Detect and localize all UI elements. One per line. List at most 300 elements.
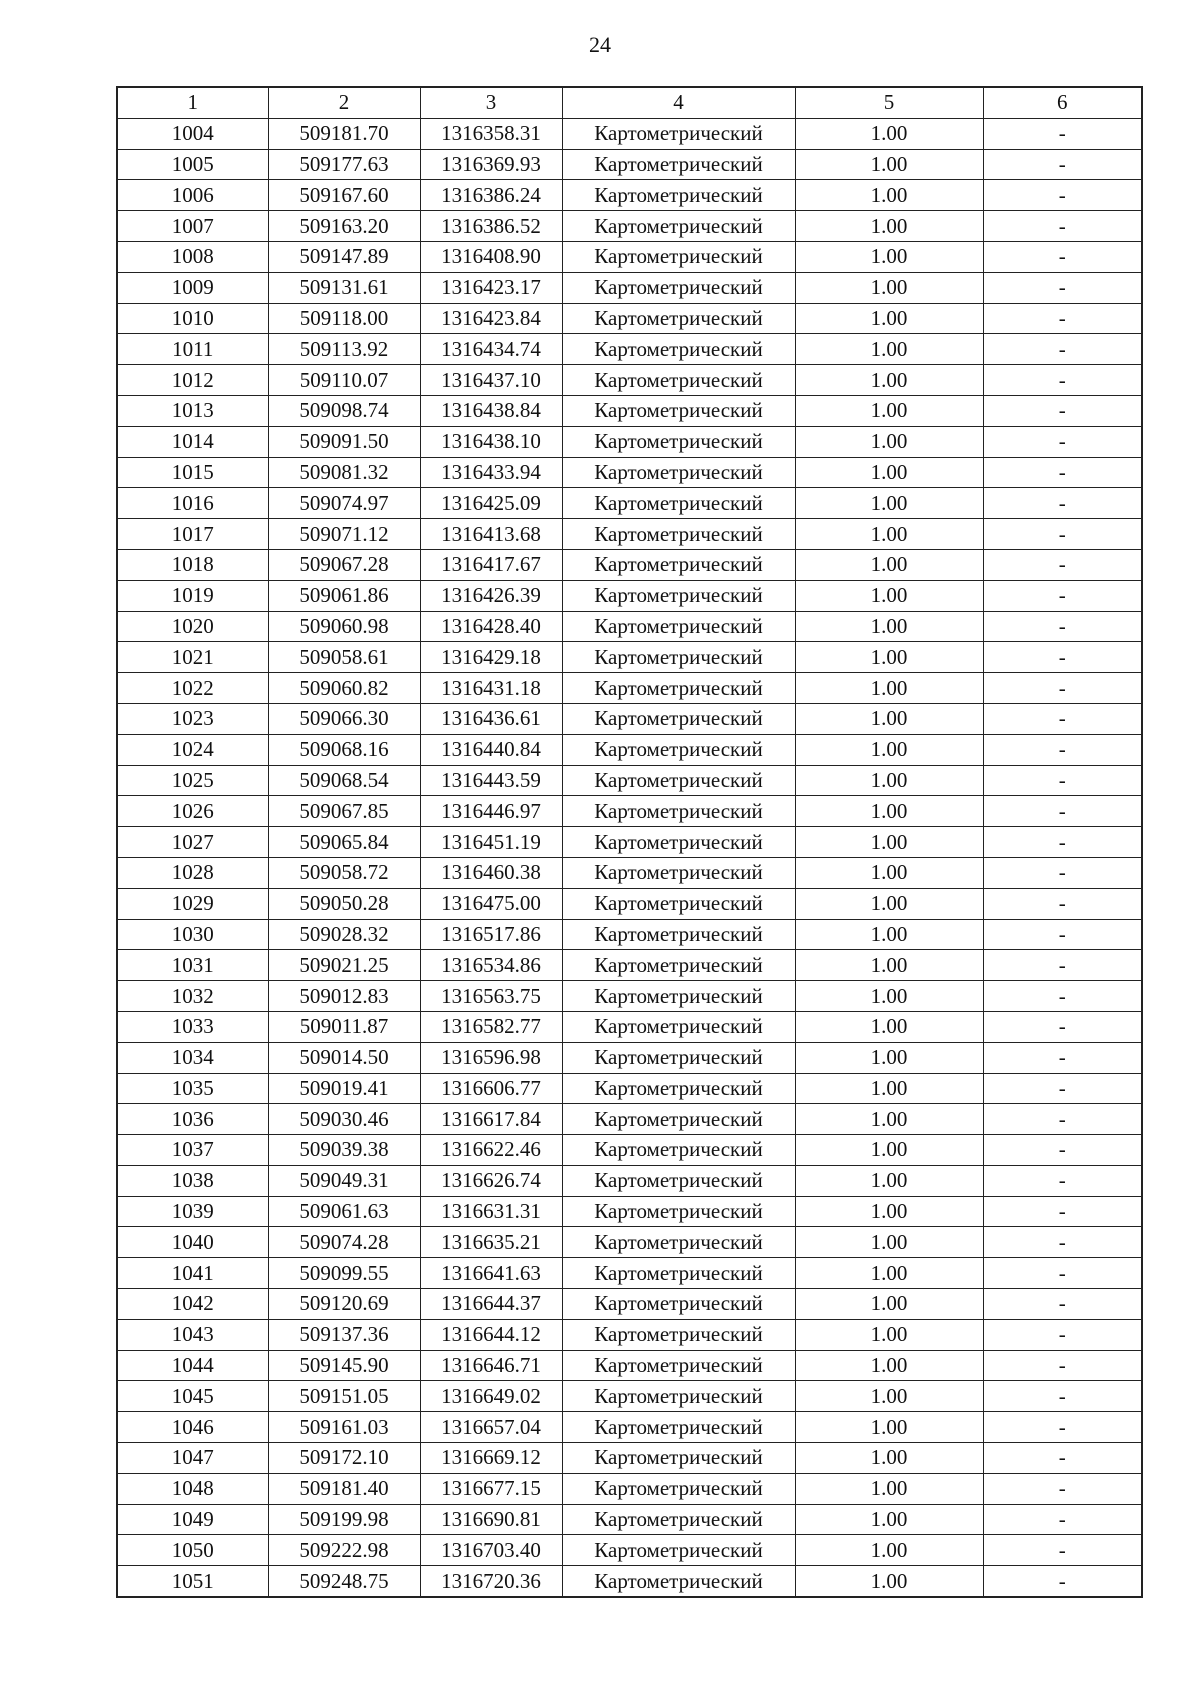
table-cell-col-4: Картометрический: [562, 1350, 795, 1381]
table-row: [117, 1011, 1142, 1042]
table-cell-col-4: Картометрический: [562, 334, 795, 365]
table-cell-col-6: -: [983, 888, 1142, 919]
table-row: [117, 1504, 1142, 1535]
table-cell-col-5: 1.00: [795, 1566, 983, 1597]
table-cell-col-5: 1.00: [795, 1289, 983, 1320]
table-cell-col-1: 1013: [117, 395, 268, 426]
table-row: [117, 1473, 1142, 1504]
table-cell-col-6: -: [983, 1042, 1142, 1073]
table-row: [117, 149, 1142, 180]
table-cell-col-2: 509248.75: [268, 1566, 420, 1597]
table-cell-col-4: Картометрический: [562, 1042, 795, 1073]
table-cell-col-2: 509067.28: [268, 549, 420, 580]
table-cell-col-4: Картометрический: [562, 1104, 795, 1135]
table-cell-col-1: 1033: [117, 1011, 268, 1042]
table-cell-col-1: 1004: [117, 118, 268, 149]
table-cell-col-4: Картометрический: [562, 272, 795, 303]
table-row: [117, 395, 1142, 426]
table-cell-col-2: 509163.20: [268, 211, 420, 242]
table-cell-col-1: 1009: [117, 272, 268, 303]
table-cell-col-6: -: [983, 180, 1142, 211]
table-row: [117, 1073, 1142, 1104]
table-cell-col-2: 509058.61: [268, 642, 420, 673]
table-cell-col-4: Картометрический: [562, 827, 795, 858]
table-row: [117, 488, 1142, 519]
table-cell-col-2: 509147.89: [268, 241, 420, 272]
table-cell-col-5: 1.00: [795, 549, 983, 580]
table-cell-col-1: 1040: [117, 1227, 268, 1258]
table-cell-col-4: Картометрический: [562, 395, 795, 426]
table-cell-col-6: -: [983, 1196, 1142, 1227]
table-cell-col-4: Картометрический: [562, 211, 795, 242]
table-cell-col-1: 1017: [117, 519, 268, 550]
table-cell-col-5: 1.00: [795, 488, 983, 519]
table-row: [117, 519, 1142, 550]
table-cell-col-2: 509113.92: [268, 334, 420, 365]
table-cell-col-6: -: [983, 1073, 1142, 1104]
table-row: [117, 1165, 1142, 1196]
table-cell-col-1: 1036: [117, 1104, 268, 1135]
table-body: [117, 118, 1142, 1597]
table-cell-col-6: -: [983, 1566, 1142, 1597]
table-cell-col-1: 1020: [117, 611, 268, 642]
table-cell-col-3: 1316408.90: [420, 241, 562, 272]
table-cell-col-1: 1011: [117, 334, 268, 365]
table-cell-col-6: -: [983, 642, 1142, 673]
table-cell-col-1: 1008: [117, 241, 268, 272]
table-cell-col-3: 1316622.46: [420, 1135, 562, 1166]
table-cell-col-6: -: [983, 703, 1142, 734]
table-cell-col-3: 1316582.77: [420, 1011, 562, 1042]
table-cell-col-5: 1.00: [795, 1135, 983, 1166]
table-row: [117, 888, 1142, 919]
table-cell-col-2: 509181.40: [268, 1473, 420, 1504]
table-cell-col-6: -: [983, 519, 1142, 550]
coordinates-table: [116, 86, 1143, 1598]
page-number: 24: [589, 32, 611, 57]
table-row: [117, 1104, 1142, 1135]
table-cell-col-3: 1316720.36: [420, 1566, 562, 1597]
table-cell-col-5: 1.00: [795, 1196, 983, 1227]
table-cell-col-3: 1316626.74: [420, 1165, 562, 1196]
table-cell-col-3: 1316641.63: [420, 1258, 562, 1289]
table-row: [117, 981, 1142, 1012]
table-header: [117, 87, 1142, 118]
table-cell-col-3: 1316443.59: [420, 765, 562, 796]
table-cell-col-2: 509019.41: [268, 1073, 420, 1104]
header-row: [117, 87, 1142, 118]
table-cell-col-1: 1014: [117, 426, 268, 457]
table-cell-col-6: -: [983, 118, 1142, 149]
table-cell-col-5: 1.00: [795, 1504, 983, 1535]
header-cell-col-3: 3: [420, 87, 562, 118]
table-cell-col-3: 1316669.12: [420, 1443, 562, 1474]
table-cell-col-4: Картометрический: [562, 981, 795, 1012]
table-cell-col-3: 1316657.04: [420, 1412, 562, 1443]
table-cell-col-4: Картометрический: [562, 1011, 795, 1042]
table-cell-col-3: 1316677.15: [420, 1473, 562, 1504]
table-row: [117, 1258, 1142, 1289]
table-cell-col-3: 1316534.86: [420, 950, 562, 981]
table-row: [117, 1319, 1142, 1350]
table-cell-col-1: 1034: [117, 1042, 268, 1073]
table-row: [117, 211, 1142, 242]
table-cell-col-6: -: [983, 1535, 1142, 1566]
table-cell-col-1: 1006: [117, 180, 268, 211]
table-cell-col-4: Картометрический: [562, 1443, 795, 1474]
table-cell-col-4: Картометрический: [562, 796, 795, 827]
table-cell-col-2: 509012.83: [268, 981, 420, 1012]
table-cell-col-2: 509068.54: [268, 765, 420, 796]
table-cell-col-3: 1316423.17: [420, 272, 562, 303]
table-cell-col-1: 1041: [117, 1258, 268, 1289]
table-cell-col-3: 1316436.61: [420, 703, 562, 734]
table-cell-col-1: 1019: [117, 580, 268, 611]
table-cell-col-3: 1316703.40: [420, 1535, 562, 1566]
table-row: [117, 950, 1142, 981]
table-cell-col-6: -: [983, 1165, 1142, 1196]
table-cell-col-6: -: [983, 1412, 1142, 1443]
table-cell-col-1: 1047: [117, 1443, 268, 1474]
table-cell-col-4: Картометрический: [562, 1073, 795, 1104]
table-cell-col-3: 1316417.67: [420, 549, 562, 580]
table-cell-col-2: 509222.98: [268, 1535, 420, 1566]
table-cell-col-6: -: [983, 395, 1142, 426]
table-cell-col-6: -: [983, 1011, 1142, 1042]
table-cell-col-2: 509061.86: [268, 580, 420, 611]
table-cell-col-5: 1.00: [795, 827, 983, 858]
table-cell-col-4: Картометрический: [562, 1504, 795, 1535]
table-cell-col-5: 1.00: [795, 673, 983, 704]
table-cell-col-2: 509172.10: [268, 1443, 420, 1474]
table-row: [117, 1227, 1142, 1258]
header-cell-col-1: 1: [117, 87, 268, 118]
table-cell-col-4: Картометрический: [562, 857, 795, 888]
table-cell-col-6: -: [983, 272, 1142, 303]
table-cell-col-6: -: [983, 611, 1142, 642]
header-cell-col-6: 6: [983, 87, 1142, 118]
table-cell-col-1: 1028: [117, 857, 268, 888]
table-cell-col-1: 1032: [117, 981, 268, 1012]
table-cell-col-3: 1316644.12: [420, 1319, 562, 1350]
table-cell-col-5: 1.00: [795, 211, 983, 242]
table-cell-col-2: 509098.74: [268, 395, 420, 426]
table-cell-col-1: 1016: [117, 488, 268, 519]
table-cell-col-2: 509039.38: [268, 1135, 420, 1166]
table-row: [117, 673, 1142, 704]
table-cell-col-5: 1.00: [795, 426, 983, 457]
table-cell-col-4: Картометрический: [562, 149, 795, 180]
table-cell-col-6: -: [983, 981, 1142, 1012]
table-cell-col-2: 509049.31: [268, 1165, 420, 1196]
table-cell-col-1: 1042: [117, 1289, 268, 1320]
table-cell-col-3: 1316386.52: [420, 211, 562, 242]
table-cell-col-2: 509161.03: [268, 1412, 420, 1443]
table-cell-col-3: 1316438.10: [420, 426, 562, 457]
table-cell-col-2: 509066.30: [268, 703, 420, 734]
table-cell-col-4: Картометрический: [562, 888, 795, 919]
table-cell-col-4: Картометрический: [562, 549, 795, 580]
table-cell-col-2: 509177.63: [268, 149, 420, 180]
table-cell-col-5: 1.00: [795, 1042, 983, 1073]
table-cell-col-2: 509181.70: [268, 118, 420, 149]
table-cell-col-6: -: [983, 1104, 1142, 1135]
table-cell-col-5: 1.00: [795, 1011, 983, 1042]
table-cell-col-6: -: [983, 334, 1142, 365]
table-cell-col-3: 1316617.84: [420, 1104, 562, 1135]
table-cell-col-1: 1005: [117, 149, 268, 180]
table-cell-col-6: -: [983, 1135, 1142, 1166]
table-cell-col-1: 1043: [117, 1319, 268, 1350]
table-cell-col-6: -: [983, 426, 1142, 457]
table-cell-col-4: Картометрический: [562, 611, 795, 642]
table-cell-col-1: 1022: [117, 673, 268, 704]
table-cell-col-3: 1316428.40: [420, 611, 562, 642]
table-cell-col-3: 1316690.81: [420, 1504, 562, 1535]
table-cell-col-6: -: [983, 241, 1142, 272]
table-cell-col-5: 1.00: [795, 395, 983, 426]
table-cell-col-1: 1026: [117, 796, 268, 827]
header-cell-col-4: 4: [562, 87, 795, 118]
table-cell-col-1: 1046: [117, 1412, 268, 1443]
table-cell-col-4: Картометрический: [562, 1196, 795, 1227]
table-row: [117, 1196, 1142, 1227]
table-cell-col-1: 1048: [117, 1473, 268, 1504]
table-row: [117, 734, 1142, 765]
table-cell-col-3: 1316563.75: [420, 981, 562, 1012]
table-cell-col-6: -: [983, 734, 1142, 765]
table-cell-col-4: Картометрический: [562, 180, 795, 211]
table-cell-col-2: 509120.69: [268, 1289, 420, 1320]
table-cell-col-2: 509061.63: [268, 1196, 420, 1227]
table-cell-col-1: 1039: [117, 1196, 268, 1227]
table-cell-col-3: 1316635.21: [420, 1227, 562, 1258]
table-cell-col-4: Картометрический: [562, 1381, 795, 1412]
table-cell-col-4: Картометрический: [562, 734, 795, 765]
table-cell-col-6: -: [983, 303, 1142, 334]
table-cell-col-6: -: [983, 1289, 1142, 1320]
table-cell-col-3: 1316460.38: [420, 857, 562, 888]
table-cell-col-3: 1316437.10: [420, 365, 562, 396]
table-cell-col-3: 1316446.97: [420, 796, 562, 827]
table-cell-col-5: 1.00: [795, 1073, 983, 1104]
table-row: [117, 272, 1142, 303]
table-cell-col-5: 1.00: [795, 118, 983, 149]
table-cell-col-3: 1316475.00: [420, 888, 562, 919]
table-cell-col-4: Картометрический: [562, 519, 795, 550]
table-row: [117, 1443, 1142, 1474]
table-cell-col-5: 1.00: [795, 365, 983, 396]
table-cell-col-4: Картометрический: [562, 1535, 795, 1566]
table-cell-col-4: Картометрический: [562, 1412, 795, 1443]
header-cell-col-5: 5: [795, 87, 983, 118]
table-row: [117, 1535, 1142, 1566]
table-cell-col-2: 509058.72: [268, 857, 420, 888]
table-cell-col-6: -: [983, 1381, 1142, 1412]
table-cell-col-5: 1.00: [795, 857, 983, 888]
table-cell-col-1: 1023: [117, 703, 268, 734]
table-cell-col-3: 1316423.84: [420, 303, 562, 334]
table-row: [117, 180, 1142, 211]
table-row: [117, 1412, 1142, 1443]
table-cell-col-3: 1316649.02: [420, 1381, 562, 1412]
table-cell-col-4: Картометрический: [562, 580, 795, 611]
table-row: [117, 919, 1142, 950]
table-cell-col-5: 1.00: [795, 149, 983, 180]
table-cell-col-2: 509131.61: [268, 272, 420, 303]
table-cell-col-6: -: [983, 1319, 1142, 1350]
table-cell-col-2: 509137.36: [268, 1319, 420, 1350]
table-cell-col-6: -: [983, 365, 1142, 396]
table-row: [117, 1289, 1142, 1320]
table-cell-col-4: Картометрический: [562, 919, 795, 950]
table-cell-col-4: Картометрический: [562, 1566, 795, 1597]
table-cell-col-3: 1316426.39: [420, 580, 562, 611]
table-cell-col-5: 1.00: [795, 519, 983, 550]
table-cell-col-3: 1316433.94: [420, 457, 562, 488]
table-row: [117, 765, 1142, 796]
table-cell-col-6: -: [983, 1443, 1142, 1474]
table-row: [117, 827, 1142, 858]
table-cell-col-3: 1316358.31: [420, 118, 562, 149]
table-cell-col-5: 1.00: [795, 1104, 983, 1135]
table-cell-col-1: 1007: [117, 211, 268, 242]
table-row: [117, 796, 1142, 827]
table-row: [117, 1566, 1142, 1597]
table-cell-col-1: 1025: [117, 765, 268, 796]
table-cell-col-4: Картометрический: [562, 950, 795, 981]
table-cell-col-1: 1045: [117, 1381, 268, 1412]
table-cell-col-5: 1.00: [795, 642, 983, 673]
table-cell-col-6: -: [983, 1258, 1142, 1289]
table-cell-col-4: Картометрический: [562, 642, 795, 673]
table-cell-col-3: 1316644.37: [420, 1289, 562, 1320]
table-cell-col-1: 1044: [117, 1350, 268, 1381]
table-cell-col-2: 509030.46: [268, 1104, 420, 1135]
table-cell-col-5: 1.00: [795, 1258, 983, 1289]
table-cell-col-5: 1.00: [795, 334, 983, 365]
table-cell-col-1: 1051: [117, 1566, 268, 1597]
table-cell-col-5: 1.00: [795, 1381, 983, 1412]
table-cell-col-5: 1.00: [795, 888, 983, 919]
table-cell-col-6: -: [983, 765, 1142, 796]
table-row: [117, 611, 1142, 642]
table-cell-col-6: -: [983, 549, 1142, 580]
table-cell-col-2: 509118.00: [268, 303, 420, 334]
table-cell-col-5: 1.00: [795, 580, 983, 611]
table-cell-col-3: 1316596.98: [420, 1042, 562, 1073]
table-cell-col-5: 1.00: [795, 1443, 983, 1474]
table-row: [117, 426, 1142, 457]
table-cell-col-1: 1027: [117, 827, 268, 858]
table-cell-col-5: 1.00: [795, 180, 983, 211]
table-cell-col-3: 1316451.19: [420, 827, 562, 858]
table-cell-col-2: 509014.50: [268, 1042, 420, 1073]
table-cell-col-5: 1.00: [795, 457, 983, 488]
table-cell-col-2: 509050.28: [268, 888, 420, 919]
table-row: [117, 334, 1142, 365]
table-cell-col-2: 509071.12: [268, 519, 420, 550]
table-cell-col-2: 509091.50: [268, 426, 420, 457]
table-cell-col-5: 1.00: [795, 1350, 983, 1381]
table-cell-col-1: 1029: [117, 888, 268, 919]
table-cell-col-3: 1316440.84: [420, 734, 562, 765]
table-cell-col-5: 1.00: [795, 765, 983, 796]
table-cell-col-5: 1.00: [795, 1319, 983, 1350]
table-cell-col-2: 509065.84: [268, 827, 420, 858]
table-cell-col-6: -: [983, 1473, 1142, 1504]
table-row: [117, 1381, 1142, 1412]
table-cell-col-5: 1.00: [795, 303, 983, 334]
table-cell-col-5: 1.00: [795, 1165, 983, 1196]
table-cell-col-4: Картометрический: [562, 365, 795, 396]
table-cell-col-1: 1018: [117, 549, 268, 580]
table-cell-col-4: Картометрический: [562, 1258, 795, 1289]
table-cell-col-2: 509021.25: [268, 950, 420, 981]
table-cell-col-3: 1316386.24: [420, 180, 562, 211]
table-cell-col-1: 1050: [117, 1535, 268, 1566]
table-cell-col-1: 1015: [117, 457, 268, 488]
table-cell-col-2: 509110.07: [268, 365, 420, 396]
table-cell-col-2: 509028.32: [268, 919, 420, 950]
table-cell-col-6: -: [983, 919, 1142, 950]
table-row: [117, 1135, 1142, 1166]
table-cell-col-2: 509074.28: [268, 1227, 420, 1258]
table-cell-col-2: 509151.05: [268, 1381, 420, 1412]
table-cell-col-5: 1.00: [795, 981, 983, 1012]
table-cell-col-6: -: [983, 796, 1142, 827]
table-cell-col-1: 1030: [117, 919, 268, 950]
table-cell-col-4: Картометрический: [562, 457, 795, 488]
table-row: [117, 118, 1142, 149]
table-cell-col-3: 1316646.71: [420, 1350, 562, 1381]
table-cell-col-4: Картометрический: [562, 1227, 795, 1258]
table-cell-col-5: 1.00: [795, 950, 983, 981]
table-row: [117, 580, 1142, 611]
table-row: [117, 857, 1142, 888]
table-cell-col-1: 1049: [117, 1504, 268, 1535]
table-row: [117, 457, 1142, 488]
table-cell-col-3: 1316431.18: [420, 673, 562, 704]
table-cell-col-6: -: [983, 149, 1142, 180]
table-cell-col-2: 509068.16: [268, 734, 420, 765]
table-cell-col-4: Картометрический: [562, 673, 795, 704]
table-row: [117, 303, 1142, 334]
table-cell-col-4: Картометрический: [562, 703, 795, 734]
table-cell-col-2: 509011.87: [268, 1011, 420, 1042]
table-cell-col-5: 1.00: [795, 241, 983, 272]
table-cell-col-5: 1.00: [795, 796, 983, 827]
table-cell-col-1: 1021: [117, 642, 268, 673]
table-cell-col-2: 509067.85: [268, 796, 420, 827]
table-cell-col-6: -: [983, 211, 1142, 242]
table-cell-col-1: 1012: [117, 365, 268, 396]
table-cell-col-3: 1316369.93: [420, 149, 562, 180]
table-cell-col-5: 1.00: [795, 1535, 983, 1566]
table-cell-col-6: -: [983, 950, 1142, 981]
table-cell-col-2: 509099.55: [268, 1258, 420, 1289]
table-cell-col-6: -: [983, 673, 1142, 704]
table-cell-col-3: 1316434.74: [420, 334, 562, 365]
table-cell-col-3: 1316517.86: [420, 919, 562, 950]
table-cell-col-3: 1316429.18: [420, 642, 562, 673]
table-cell-col-3: 1316438.84: [420, 395, 562, 426]
table-cell-col-5: 1.00: [795, 1473, 983, 1504]
table-row: [117, 549, 1142, 580]
table-cell-col-2: 509145.90: [268, 1350, 420, 1381]
table-cell-col-1: 1031: [117, 950, 268, 981]
table-cell-col-1: 1035: [117, 1073, 268, 1104]
